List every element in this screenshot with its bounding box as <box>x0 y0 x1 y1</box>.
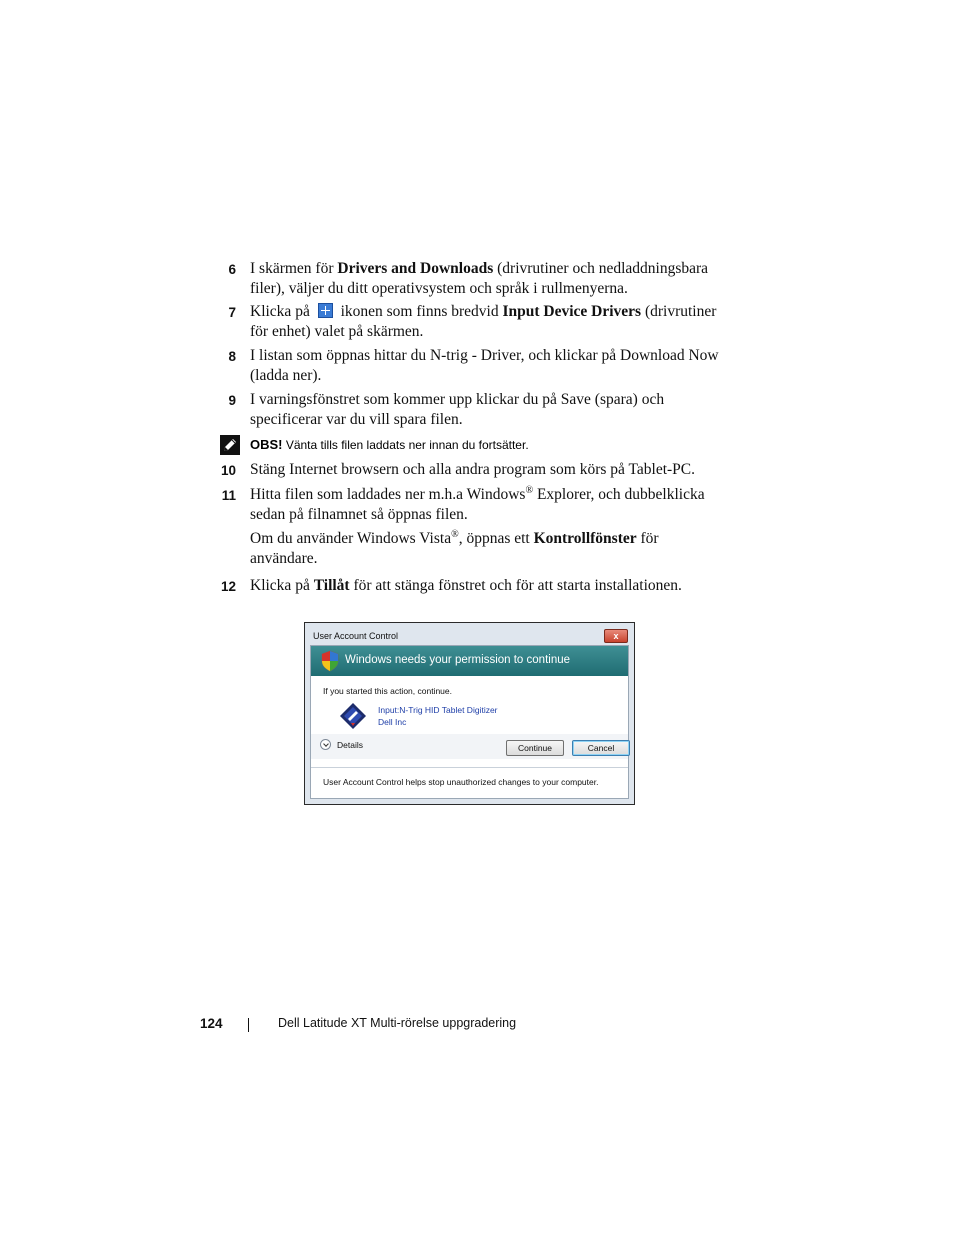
step-11 <box>200 485 720 568</box>
step-text: (drivrutiner och nedladdningsbara filer), väljer du ditt operativsystem och språk i rullmenyerna. <box>250 260 709 297</box>
continue-button[interactable]: Continue <box>506 740 564 756</box>
close-button[interactable]: x <box>604 629 628 643</box>
step-12 <box>200 576 720 596</box>
note-label: OBS! <box>250 437 283 452</box>
app-name: Input:N-Trig HID Tablet Digitizer <box>378 705 498 715</box>
step-text: , öppnas ett <box>458 530 534 547</box>
step-text: för att stänga fönstret och för att starta installationen. <box>349 577 682 594</box>
note-pencil-icon <box>220 435 240 455</box>
step-bold-text: Drivers and Downloads <box>337 260 494 277</box>
step-number: 9 <box>228 393 236 408</box>
step-text: ikonen som finns bredvid <box>336 303 503 320</box>
dialog-banner <box>311 646 628 676</box>
chevron-down-icon <box>320 739 331 750</box>
digitizer-app-icon <box>339 702 367 730</box>
step-6 <box>200 259 720 298</box>
plus-icon <box>318 303 333 318</box>
step-text: Hitta filen som laddades ner m.h.a Windows <box>250 486 526 503</box>
shield-icon <box>320 650 340 672</box>
note-text: Vänta tills filen laddats ner innan du fortsätter. <box>282 438 529 452</box>
step-text: I varningsfönstret som kommer upp klickar du på Save (spara) och specificerar var du vill spara filen. <box>250 391 665 428</box>
step-text: Explorer, och dubbelklicka sedan på filnamnet så öppnas filen. <box>250 486 705 523</box>
step-text: I skärmen för <box>250 260 338 277</box>
publisher-name: Dell Inc <box>378 717 407 727</box>
step-text: (drivrutiner för enhet) valet på skärmen. <box>250 303 717 340</box>
step-bold-text: Tillåt <box>313 577 350 594</box>
registered-mark: ® <box>525 485 534 496</box>
step-10 <box>200 460 720 480</box>
dialog-banner-text: Windows needs your permission to continue <box>345 654 571 666</box>
step-number: 6 <box>228 262 236 277</box>
step-number: 7 <box>228 305 236 320</box>
step-bold-text: Input Device Drivers <box>502 303 642 320</box>
step-number: 12 <box>220 579 236 594</box>
details-label: Details <box>337 739 363 750</box>
dialog-footer-text: User Account Control helps stop unauthorized changes to your computer. <box>323 777 599 787</box>
note <box>220 435 740 455</box>
step-7 <box>200 302 720 341</box>
footer-title: Dell Latitude XT Multi-rörelse uppgradering <box>278 1016 517 1030</box>
registered-mark: ® <box>451 529 459 540</box>
footer-separator <box>248 1018 249 1032</box>
step-bold-text: Kontrollfönster <box>533 530 637 547</box>
step-text: Stäng Internet browsern och alla andra program som körs på Tablet-PC. <box>250 461 695 478</box>
step-number: 10 <box>220 463 236 478</box>
step-text: Om du använder Windows Vista <box>250 530 452 547</box>
step-text: Klicka på <box>250 303 314 320</box>
dialog-content <box>310 645 629 799</box>
uac-dialog <box>304 622 635 805</box>
step-9 <box>200 390 720 429</box>
dialog-prompt: If you started this action, continue. <box>323 686 452 696</box>
step-number: 11 <box>221 488 236 503</box>
step-8 <box>200 346 720 385</box>
app-info <box>378 704 498 728</box>
step-text: för användare. <box>250 530 659 567</box>
step-number: 8 <box>228 349 236 364</box>
details-toggle[interactable] <box>320 739 363 750</box>
dialog-title: User Account Control <box>313 631 399 641</box>
page-number: 124 <box>200 1016 223 1031</box>
step-text: I listan som öppnas hittar du N-trig - Driver, och klickar på Download Now (ladda ner). <box>250 347 719 384</box>
cancel-button[interactable]: Cancel <box>572 740 630 756</box>
step-text: Klicka på <box>250 577 314 594</box>
divider <box>311 767 628 768</box>
